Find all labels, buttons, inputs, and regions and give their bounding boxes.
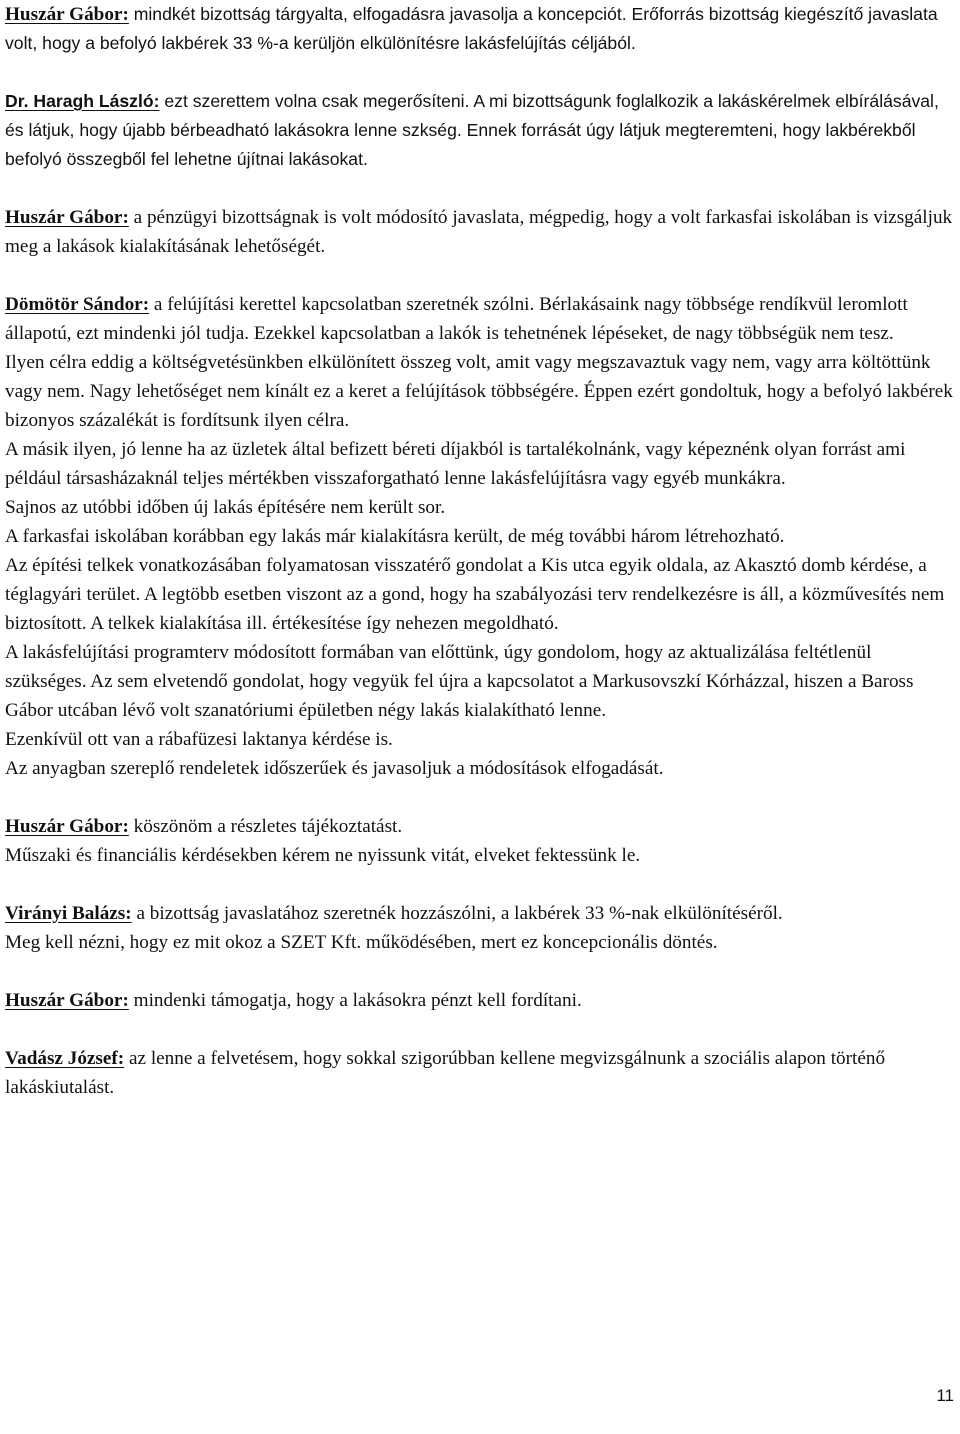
paragraph-text: köszönöm a részletes tájékoztatást.	[128, 816, 403, 837]
page-number: 11	[936, 1386, 954, 1405]
paragraph-text: Ezenkívül ott van a rábafüzesi laktanya kérdése is.	[5, 729, 393, 750]
paragraph-text: Meg kell nézni, hogy ez mit okoz a SZET Kft. működésében, mert ez koncepcionális döntés.	[5, 932, 718, 953]
paragraph-15	[5, 899, 957, 928]
paragraph-6	[5, 435, 957, 493]
speaker-name: Huszár Gábor:	[5, 990, 129, 1011]
paragraph-text: mindenki támogatja, hogy a lakásokra pénzt kell fordítani.	[128, 990, 582, 1011]
paragraph-text: mindkét bizottság tárgyalta, elfogadásra javasolja a koncepciót. Erőforrás bizottság kiegészítő javaslata volt, hogy a befolyó lakbérek 33 %-a kerüljön elkülönítésre lakásfelújítás céljából.	[5, 4, 938, 53]
paragraph-text: Az építési telkek vonatkozásában folyamatosan visszatérő gondolat a Kis utca egyik oldala, az Akasztó domb kérdése, a téglagyári terület. A legtöbb esetben viszont az a gond, hogy ha szabályozási terv rendelkezésre is áll, a közművesítés nem biztosított. A telkek kialakítása ill. értékesítése így nehezen megoldható.	[5, 555, 945, 634]
paragraph-text: A farkasfai iskolában korábban egy lakás már kialakításra került, de még további három létrehozható.	[5, 526, 785, 547]
paragraph-16	[5, 928, 957, 957]
speaker-name: Huszár Gábor:	[5, 816, 129, 837]
paragraph-3	[5, 203, 957, 261]
paragraph-text: A másik ilyen, jó lenne ha az üzletek által befizett béreti díjakból is tartalékolnánk, vagy képeznénk olyan forrást ami például társasházaknál teljes mértékben visszaforgatható lenne lakásfelújításra vagy egyéb munkákra.	[5, 439, 906, 489]
speaker-name: Huszár Gábor:	[5, 207, 129, 228]
paragraph-1	[5, 0, 957, 58]
paragraph-8	[5, 522, 957, 551]
paragraph-text: Ilyen célra eddig a költségvetésünkben elkülönített összeg volt, amit vagy megszavaztuk vagy nem, vagy arra költöttünk vagy nem. Nagy lehetőséget nem kínált ez a keret a felújítások többségére. Éppen ezért gondoltuk, hogy a befolyó lakbérek bizonyos százalékát is fordítsunk ilyen célra.	[5, 352, 953, 431]
speaker-name: Dömötör Sándor:	[5, 294, 150, 315]
paragraph-text: Sajnos az utóbbi időben új lakás építésére nem került sor.	[5, 497, 446, 518]
speaker-name: Huszár Gábor:	[5, 4, 129, 25]
paragraph-text: a bizottság javaslatához szeretnék hozzászólni, a lakbérek 33 %-nak elkülönítéséről.	[131, 903, 783, 924]
paragraph-text: Műszaki és financiális kérdésekben kérem ne nyissunk vitát, elveket fektessünk le.	[5, 845, 641, 866]
paragraph-4	[5, 290, 957, 348]
paragraph-11	[5, 725, 957, 754]
speaker-name: Dr. Haragh László:	[5, 91, 160, 111]
paragraph-7	[5, 493, 957, 522]
paragraph-12	[5, 754, 957, 783]
paragraph-5	[5, 348, 957, 435]
paragraph-text: az lenne a felvetésem, hogy sokkal szigorúbban kellene megvizsgálnunk a szociális alapon történő lakáskiutalást.	[5, 1048, 886, 1098]
paragraph-text: Az anyagban szereplő rendeletek időszerűek és javasoljuk a módosítások elfogadását.	[5, 758, 664, 779]
paragraph-17	[5, 986, 957, 1015]
paragraph-text: A lakásfelújítási programterv módosított formában van előttünk, úgy gondolom, hogy az aktualizálása feltétlenül szükséges. Az sem elvetendő gondolat, hogy vegyük fel újra a kapcsolatot a Markusovszkí Kórházzal, hiszen a Baross Gábor utcában lévő volt szanatóriumi épületben négy lakás kialakítható lenne.	[5, 642, 914, 721]
paragraph-18	[5, 1044, 957, 1102]
document-page	[5, 0, 957, 1102]
paragraph-text: ezt szerettem volna csak megerősíteni. A mi bizottságunk foglalkozik a lakáskérelmek elbírálásával, és látjuk, hogy újabb bérbeadható lakásokra lenne szkség. Ennek forrását úgy látjuk megteremteni, hogy lakbérekből befolyó összegből fel lehetne újítnai lakásokat.	[5, 91, 939, 169]
paragraph-13	[5, 812, 957, 841]
speaker-name: Vadász József:	[5, 1048, 125, 1069]
paragraph-2	[5, 87, 957, 174]
paragraph-text: a felújítási kerettel kapcsolatban szeretnék szólni. Bérlakásaink nagy többsége rendíkvül leromlott állapotú, ezt mindenki jól tudja. Ezekkel kapcsolatban a lakók is tehetnének lépéseket, de nagy többségük nem tesz.	[5, 294, 908, 344]
paragraph-10	[5, 638, 957, 725]
paragraph-text: a pénzügyi bizottságnak is volt módosító javaslata, mégpedig, hogy a volt farkasfai iskolában is vizsgáljuk meg a lakások kialakításának lehetőségét.	[5, 207, 953, 257]
paragraph-9	[5, 551, 957, 638]
speaker-name: Virányi Balázs:	[5, 903, 132, 924]
paragraph-14	[5, 841, 957, 870]
